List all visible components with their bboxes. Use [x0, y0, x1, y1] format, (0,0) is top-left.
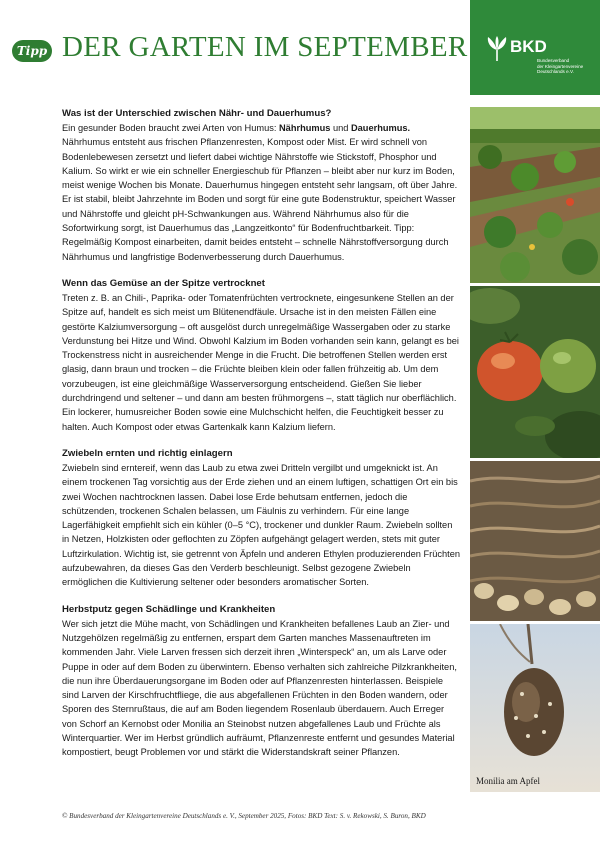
bkd-logo	[470, 0, 600, 95]
page-header	[0, 0, 600, 95]
section-bluetenendfaeule	[62, 276, 460, 434]
photo-caption: Monilia am Apfel	[476, 776, 540, 786]
section-body	[62, 121, 460, 264]
bkd-sunflower-logo-icon	[484, 36, 510, 62]
section-text: Nährhumus entsteht aus frischen Pflanzenresten, Kompost oder Mist. Er wird schnell von Bodenlebewesen zersetzt und liefert dabei wichtige Nährstoffe wie Stickstoff, Phosphor und Kalium. So wirkt er wie ein schneller Energieschub für Pflanzen – bleibt aber nur kurz im Boden, meist wenige Wochen bis Monate. Dauerhumus hingegen entsteht sehr langsam, oft über Jahre. Er ist stabil, bleibt Jahrzehnte im Boden und sorgt für eine gute Bodenstruktur, speichert Wasser und Nährstoffe und gleicht pH-Schwankungen aus. Während Nährhumus also für die Sofortwirkung sorgt, ist Dauerhumus das „Langzeitkonto“ für Bodenfruchtbarkeit. Tipp: Regelmäßig Kompost einarbeiten, damit beides entsteht – schnelle Nährstoffversorgung durch Nährhumus und langfristige Bodenverbesserung durch Dauerhumus.	[62, 137, 458, 262]
footer-credit: © Bundesverband der Kleingartenvereine Deutschlands e. V., September 2025, Fotos: BKD Text: S. v. Rekowski, S. Buron, BKD	[62, 812, 426, 820]
term-naehrhumus: Nährhumus	[279, 123, 331, 133]
logo-subtitle-line2: der Kleingartenvereine Deutschlands e.V.	[537, 63, 584, 75]
tipp-badge: Tipp	[12, 40, 52, 62]
section-herbstputz	[62, 602, 460, 760]
monilia-apple-photo	[470, 624, 600, 792]
section-body: Wer sich jetzt die Mühe macht, von Schädlingen und Krankheiten befallenes Laub an Zier- und Nutzgehölzen regelmäßig zu entfernen, erspart dem Garten manches Massenauftreten im kommenden Jahr. Viele Larven fressen sich derzeit ihren „Winterspeck“ an, um als Larve oder Puppe in oder auf dem Boden zu überwintern. Ebenso verhalten sich zahlreiche Pilzkrankheiten, die nun ihre Überdauerungsorgane im Boden oder auf Pflanzenresten hinterlassen. Beispiele sind Larven der Kirschfruchtfliege, die aus abgefallenen Früchten in den Boden wandern, oder Sporen des Sternrußtaus, die auf am Boden liegendem Rosenlaub überdauern. Auch Erreger von Schorf an Kernobst oder Monilia an Steinobst nutzen abgefallenes Laub und Früchte als Winterquartier. Wer im Herbst gründlich aufräumt, Pflanzenreste entfernt und gesundes Material kompostiert, beugt Problemen vor und stärkt die Widerstandskraft seiner Pflanzen.	[62, 618, 457, 758]
photo-column	[470, 107, 600, 792]
garden-beds-photo	[470, 107, 600, 283]
page-title: DER GARTEN IM SEPTEMBER	[62, 31, 468, 63]
section-heading: Zwiebeln ernten und richtig einlagern	[62, 447, 233, 459]
section-heading: Wenn das Gemüse an der Spitze vertrocknet	[62, 277, 265, 289]
section-body: Zwiebeln sind erntereif, wenn das Laub zu etwa zwei Dritteln vergilbt und umgeknickt ist. An einem trockenen Tag vorsichtig aus der Erde ziehen und an einem luftigen, schattigen Ort ein bis zwei Wochen nachtrocknen lassen. Dabei lose Erde behutsam entfernen, jedoch die schützenden, trockenen Schalen belassen, um Fäulnis zu verhindern. Für eine lange Lagerfähigkeit empfiehlt sich ein kühler (0–5 °C), trockener und dunkler Raum. Zwiebeln sollten in Netzen, Holzkisten oder geflochten zu Zöpfen aufgehängt gelagert werden, stets mit guter Luftzirkulation. Wichtig ist, sie getrennt von Äpfeln und anderen Ethylen produzierenden Früchten aufzubewahren, da dieses Gas den Verderb beschleunigt. Selbst gezogene Zwiebeln ermöglichen die Kultivierung seltener oder besonders aromatischer Sorten.	[62, 462, 460, 588]
section-heading: Was ist der Unterschied zwischen Nähr- und Dauerhumus?	[62, 108, 332, 119]
article-content	[62, 106, 460, 772]
onions-photo	[470, 461, 600, 621]
tomato-photo	[470, 286, 600, 458]
section-lead: Ein gesunder Boden braucht zwei Arten von Humus:	[62, 123, 279, 133]
section-body: Treten z. B. an Chili-, Paprika- oder Tomatenfrüchten vertrocknete, eingesunkene Stellen an der Spitze auf, handelt es sich meist um Blütenendfäule. Ursache ist in den meisten Fällen eine gestörte Kalziumversorgung – oft ausgelöst durch unregelmäßige Wassergaben oder zu starke Verdunstung bei Hitze und Wind. Obwohl Kalzium im Boden vorhanden sein kann, gelangt es bei Trockenstress nicht in ausreichender Menge in die Frucht. Die betroffenen Stellen werden erst glasig, dann braun und trocken – die Früchte bleiben klein oder fallen frühzeitig ab. Um dem vorzubeugen, ist eine gleichmäßige Wasserversorgung entscheidend. Gießen Sie lieber durchdringend und seltener – und dann am besten frühmorgens –, statt täglich nur oberflächlich. Ein lockerer, humusreicher Boden sowie eine Mulchschicht helfen, die Feuchtigkeit besser zu halten. Auch Kompost oder etwas Gartenkalk kann Kalzium liefern.	[62, 292, 459, 432]
section-humus	[62, 106, 460, 264]
section-zwiebeln	[62, 446, 460, 590]
logo-subtitle-line1: Bundesverband	[537, 58, 570, 63]
term-dauerhumus: Dauerhumus.	[350, 123, 411, 133]
logo-subtitle	[537, 58, 599, 75]
section-heading: Herbstputz gegen Schädlinge und Krankheiten	[62, 603, 276, 615]
conjunction: und	[330, 123, 351, 133]
logo-wordmark: BKD	[510, 37, 547, 56]
